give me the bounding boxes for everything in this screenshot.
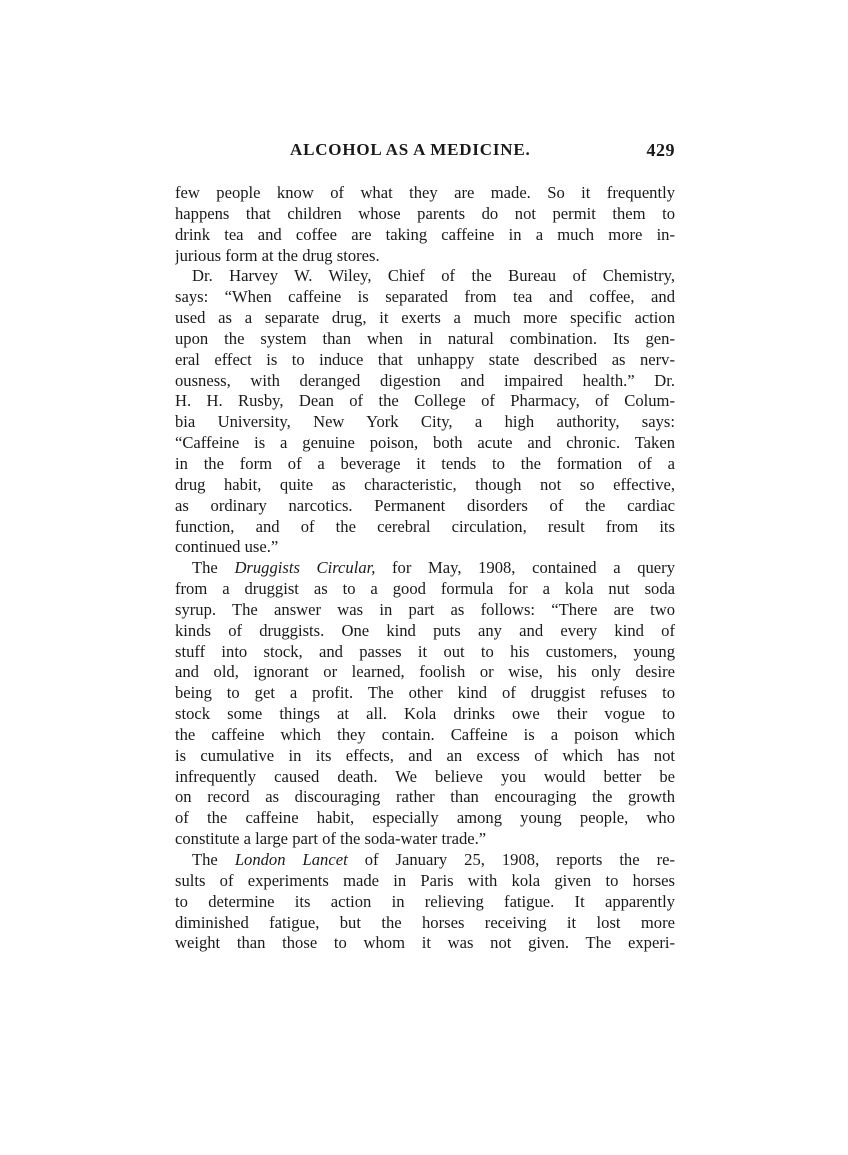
text-line <box>175 850 675 871</box>
text-line: bia University, New York City, a high authority, says: <box>175 412 675 432</box>
text-line: the caffeine which they contain. Caffeine is a poison which <box>175 724 675 744</box>
paragraph-2 <box>175 266 675 558</box>
text-line: on record as discouraging rather than encouraging the growth <box>175 787 675 807</box>
text-line: stuff into stock, and passes it out to his customers, young <box>175 641 675 661</box>
text-line <box>175 558 675 579</box>
text-line: upon the system than when in natural combination. Its gen- <box>175 328 675 348</box>
text-line: syrup. The answer was in part as follows: “There are two <box>175 599 675 619</box>
text-line: function, and of the cerebral circulation, result from its <box>175 516 675 536</box>
body-text <box>175 183 675 954</box>
paragraph-1 <box>175 183 675 266</box>
text-line: being to get a profit. The other kind of druggist refuses to <box>175 683 675 703</box>
publication-title: London Lancet <box>234 850 348 869</box>
publication-title: Druggists Circular, <box>234 558 376 578</box>
text-line: few people know of what they are made. So it frequently <box>175 183 675 202</box>
text-line: to determine its action in relieving fatigue. It apparently <box>175 891 675 911</box>
text-line: constitute a large part of the soda-water trade.” <box>175 829 487 849</box>
text-line: sults of experiments made in Paris with kola given to horses <box>175 870 675 890</box>
text-line: used as a separate drug, it exerts a much more specific action <box>175 308 675 328</box>
text-line: says: “When caffeine is separated from tea and coffee, and <box>175 287 675 307</box>
text-line: Dr. Harvey W. Wiley, Chief of the Bureau of Chemistry, <box>192 266 675 286</box>
running-head <box>175 140 675 166</box>
text-line: infrequently caused death. We believe you would better be <box>175 766 675 786</box>
text-line: ousness, with deranged digestion and impaired health.” Dr. <box>175 370 675 390</box>
text-run: The <box>192 850 235 869</box>
text-line: diminished fatigue, but the horses receiving it lost more <box>175 912 675 932</box>
text-line: continued use.” <box>175 537 279 557</box>
page-number: 429 <box>646 140 675 160</box>
text-run: The <box>192 558 235 578</box>
text-line: “Caffeine is a genuine poison, both acute and chronic. Taken <box>175 433 675 453</box>
text-line: drug habit, quite as characteristic, though not so effective, <box>175 474 675 494</box>
text-line: weight than those to whom it was not given. The experi- <box>175 933 675 953</box>
text-line: and old, ignorant or learned, foolish or wise, his only desire <box>175 662 675 682</box>
text-line: is cumulative in its effects, and an excess of which has not <box>175 745 675 765</box>
text-line: H. H. Rusby, Dean of the College of Pharmacy, of Colum- <box>175 391 675 411</box>
text-run: for May, 1908, contained a query <box>375 558 675 578</box>
text-line: from a druggist as to a good formula for a kola nut soda <box>175 579 675 599</box>
paragraph-4 <box>175 850 675 954</box>
text-line: in the form of a beverage it tends to the formation of a <box>175 453 675 473</box>
text-line: as ordinary narcotics. Permanent disorders of the cardiac <box>175 495 675 515</box>
running-title: ALCOHOL AS A MEDICINE. <box>290 140 531 159</box>
text-line: stock some things at all. Kola drinks owe their vogue to <box>175 704 675 724</box>
text-line: happens that children whose parents do not permit them to <box>175 203 675 223</box>
text-line: kinds of druggists. One kind puts any and every kind of <box>175 620 675 640</box>
text-run: of January 25, 1908, reports the re- <box>347 850 675 869</box>
text-line: eral effect is to induce that unhappy state described as nerv- <box>175 349 675 369</box>
text-line: jurious form at the drug stores. <box>175 245 380 265</box>
text-line: of the caffeine habit, especially among young people, who <box>175 808 675 828</box>
paragraph-3 <box>175 558 675 850</box>
text-line: drink tea and coffee are taking caffeine in a much more in- <box>175 224 675 244</box>
